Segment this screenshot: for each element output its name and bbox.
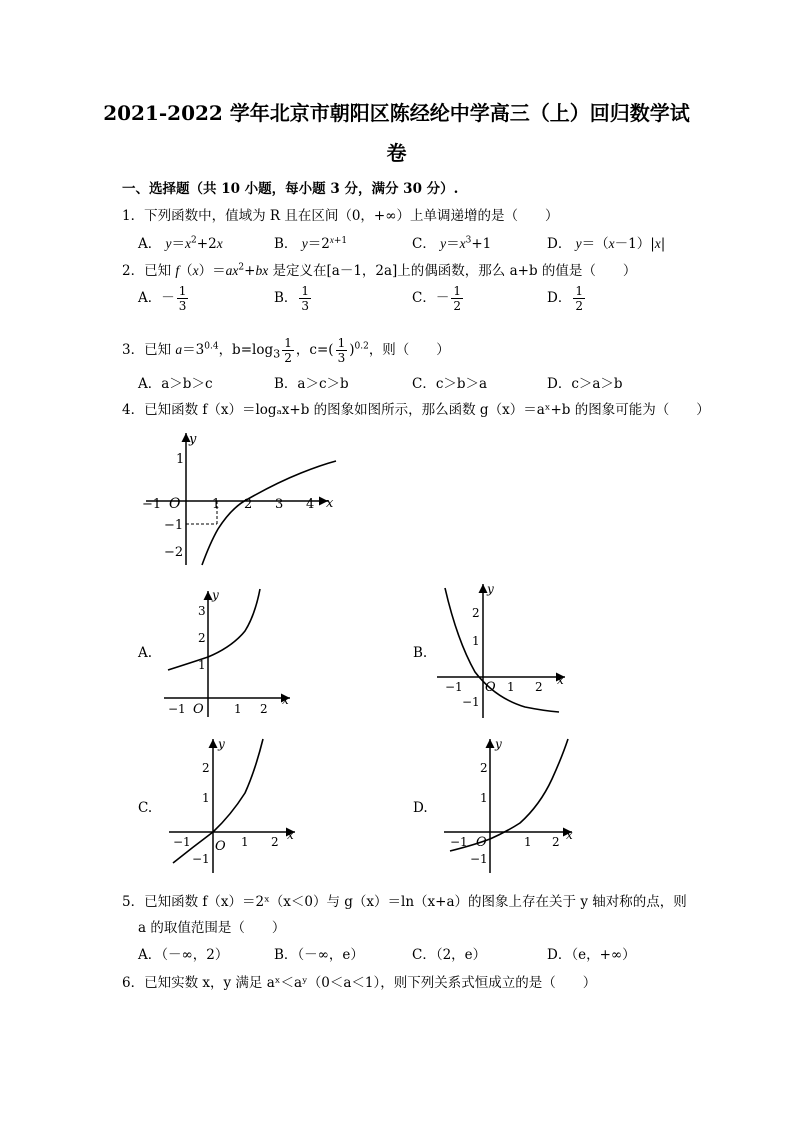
q5-option-c: C．（2，e）	[412, 947, 487, 963]
q1-option-a: A． $y=x^2+2x$	[138, 235, 223, 252]
q4-option-c-label: C.	[138, 800, 153, 816]
svg-text:1: 1	[234, 702, 242, 716]
svg-text:y: y	[487, 582, 494, 596]
tick-x-4: 4	[306, 497, 315, 512]
svg-text:−1: −1	[450, 835, 468, 849]
tick-y-minus2: −2	[164, 545, 184, 560]
tick-x-2: 2	[244, 497, 253, 512]
axis-y-label: y	[189, 432, 197, 447]
axis-x-label: x	[326, 496, 334, 511]
question-2-stem: 2．已知 $f(x)=ax^2+bx$ 是定义在[a－1，2a]上的偶函数，那么 a+b 的值是（ ）	[122, 262, 637, 279]
svg-text:O: O	[476, 835, 487, 850]
svg-text:1: 1	[507, 680, 515, 694]
svg-text:2: 2	[552, 835, 560, 849]
svg-text:2: 2	[480, 761, 488, 775]
q1-option-c: C． $y=x^3+1$	[412, 235, 492, 252]
svg-text:1: 1	[241, 835, 249, 849]
svg-text:−1: −1	[462, 695, 480, 709]
question-5-stem-line2: a 的取值范围是（ ）	[138, 920, 286, 936]
q4-option-d-graph	[440, 735, 580, 875]
svg-text:O: O	[485, 680, 496, 695]
q3-option-b: B．a＞c＞b	[274, 376, 349, 392]
q1-option-b: B． $y=2^{x+1}$	[274, 234, 348, 252]
svg-text:y: y	[212, 588, 219, 602]
q5-option-a: A．（－∞，2）	[138, 947, 229, 963]
svg-text:2: 2	[472, 606, 480, 620]
q2-option-d: D． $\frac{1}{2}$	[547, 284, 583, 313]
tick-x-1: 1	[212, 497, 221, 512]
section-heading: 一、选择题（共 10 小题，每小题 3 分，满分 30 分）.	[122, 181, 459, 197]
q2-option-b: B． $\frac{1}{3}$	[274, 284, 310, 313]
q4-option-a-label: A.	[138, 645, 153, 661]
q4-option-b-graph	[435, 580, 575, 720]
q3-option-c: C．c＞b＞a	[412, 376, 488, 392]
question-4-stem: 4．已知函数 f（x）＝logₐx+b 的图象如图所示，那么函数 g（x）＝aˣ+b 的图象可能为（ ）	[122, 402, 710, 418]
svg-text:x: x	[566, 828, 573, 842]
q4-main-graph	[136, 425, 346, 570]
svg-text:x: x	[287, 828, 294, 842]
svg-text:3: 3	[198, 604, 206, 618]
svg-text:2: 2	[271, 835, 279, 849]
svg-text:1: 1	[472, 634, 480, 648]
svg-text:−1: −1	[470, 852, 488, 866]
q4-option-b-label: B.	[413, 645, 428, 661]
exam-title-line1: 2021-2022 学年北京市朝阳区陈经纶中学高三（上）回归数学试	[103, 101, 690, 125]
tick-x-minus1: −1	[142, 497, 162, 512]
q5-option-d: D．（e，+∞）	[547, 947, 636, 963]
question-6-stem: 6．已知实数 x，y 满足 aˣ＜aʸ（0＜a＜1），则下列关系式恒成立的是（ ）	[122, 975, 597, 991]
svg-text:y: y	[218, 737, 225, 751]
svg-text:2: 2	[202, 761, 210, 775]
svg-text:−1: −1	[173, 835, 191, 849]
question-3-stem: 3．已知 $a=3^{0.4}$，$b=\log_3$ $\frac{1}{2}$ ，c=( $\frac{1}{3}$ )$^{0.2}$，则（ ）	[122, 336, 450, 365]
svg-text:x: x	[282, 693, 289, 707]
q3-option-a: A．a＞b＞c	[138, 376, 213, 392]
svg-text:2: 2	[260, 702, 268, 716]
svg-text:1: 1	[202, 791, 210, 805]
q2-option-c: C．－ $\frac{1}{2}$	[412, 284, 461, 313]
tick-x-3: 3	[275, 497, 284, 512]
svg-text:2: 2	[198, 631, 206, 645]
svg-text:O: O	[193, 702, 204, 717]
svg-text:1: 1	[198, 658, 206, 672]
svg-text:2: 2	[535, 680, 543, 694]
svg-text:y: y	[495, 737, 502, 751]
tick-y-minus1: −1	[164, 518, 184, 533]
svg-text:1: 1	[524, 835, 532, 849]
svg-text:−1: −1	[192, 852, 210, 866]
q2-option-a: A．－ $\frac{1}{3}$	[138, 284, 187, 313]
exam-title-line2: 卷	[386, 141, 407, 165]
svg-text:O: O	[215, 839, 226, 854]
q4-option-d-label: D.	[413, 800, 428, 816]
q1-option-d: D． y＝（x－1）|x|	[547, 236, 666, 252]
question-5-stem-line1: 5．已知函数 f（x）＝2ˣ（x＜0）与 g（x）＝ln（x+a）的图象上存在关于 y 轴对称的点，则	[122, 894, 687, 910]
tick-y-1: 1	[176, 452, 185, 467]
q3-option-d: D．c＞a＞b	[547, 376, 623, 392]
q4-option-a-graph	[160, 585, 295, 720]
svg-text:1: 1	[480, 791, 488, 805]
origin-label: O	[169, 496, 181, 512]
svg-text:−1: −1	[445, 680, 463, 694]
question-1-stem: 1．下列函数中，值域为 R 且在区间（0，+∞）上单调递增的是（ ）	[122, 208, 559, 224]
q4-option-c-graph	[165, 735, 300, 875]
svg-text:x: x	[557, 673, 564, 687]
q5-option-b: B．（－∞，e）	[274, 947, 364, 963]
svg-text:−1: −1	[168, 702, 186, 716]
